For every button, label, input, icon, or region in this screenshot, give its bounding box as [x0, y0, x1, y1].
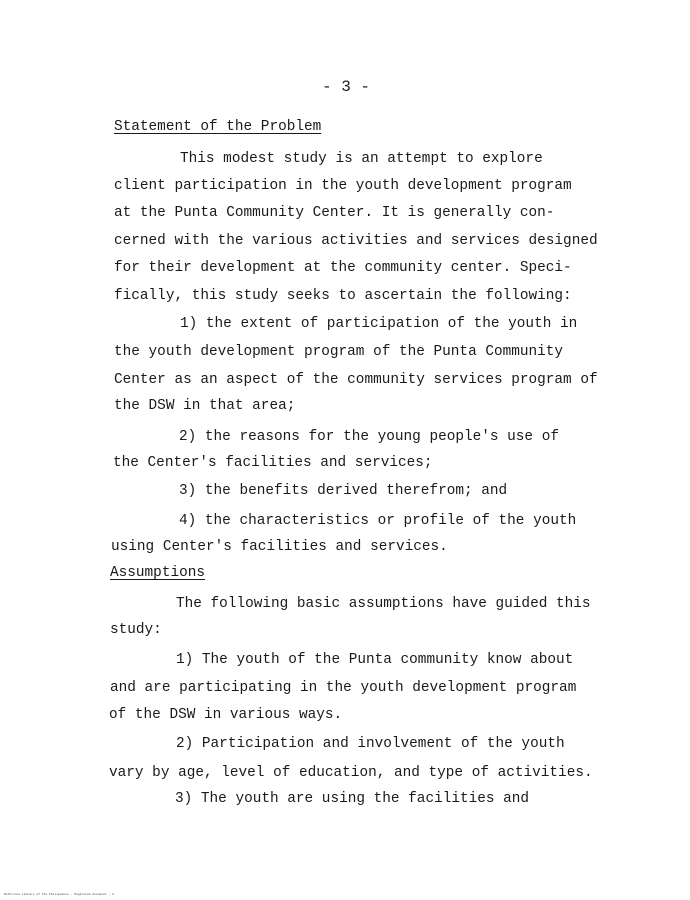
- page-number: - 3 -: [322, 78, 371, 96]
- list-item-line: 3) The youth are using the facilities and: [175, 791, 530, 807]
- paragraph-line: cerned with the various activities and services designed: [114, 233, 598, 249]
- list-item-line: the DSW in that area;: [114, 398, 296, 414]
- list-item-line: the Center's facilities and services;: [113, 455, 433, 471]
- paragraph-line: for their development at the community center. Speci-: [114, 260, 572, 276]
- paragraph-line: fically, this study seeks to ascertain the following:: [114, 288, 572, 304]
- list-item-line: of the DSW in various ways.: [109, 707, 343, 723]
- list-item-line: 2) the reasons for the young people's use of: [179, 429, 559, 445]
- paragraph-line: at the Punta Community Center. It is generally con-: [114, 205, 555, 221]
- list-item-line: 2) Participation and involvement of the youth: [176, 736, 565, 752]
- list-item-line: Center as an aspect of the community services program of: [114, 372, 598, 388]
- list-item-line: vary by age, level of education, and type of activities.: [109, 765, 593, 781]
- list-item-line: 4) the characteristics or profile of the youth: [179, 513, 577, 529]
- paragraph-line: client participation in the youth development program: [114, 178, 572, 194]
- paragraph-line: The following basic assumptions have guided this: [176, 596, 591, 612]
- list-item-line: and are participating in the youth development program: [110, 680, 577, 696]
- list-item-line: the youth development program of the Punta Community: [114, 344, 564, 360]
- list-item-line: 1) The youth of the Punta community know about: [176, 652, 574, 668]
- list-item-line: 3) the benefits derived therefrom; and: [179, 483, 508, 499]
- list-item-line: 1) the extent of participation of the youth in: [180, 316, 578, 332]
- list-item-line: using Center's facilities and services.: [111, 539, 448, 555]
- section-heading-assumptions: Assumptions: [110, 565, 205, 581]
- section-heading-statement: Statement of the Problem: [114, 119, 322, 135]
- paragraph-line: study:: [110, 622, 162, 638]
- footer-note: Reference Library of the Philippines · Digitized document · 3: [4, 893, 114, 896]
- paragraph-line: This modest study is an attempt to explore: [180, 151, 543, 167]
